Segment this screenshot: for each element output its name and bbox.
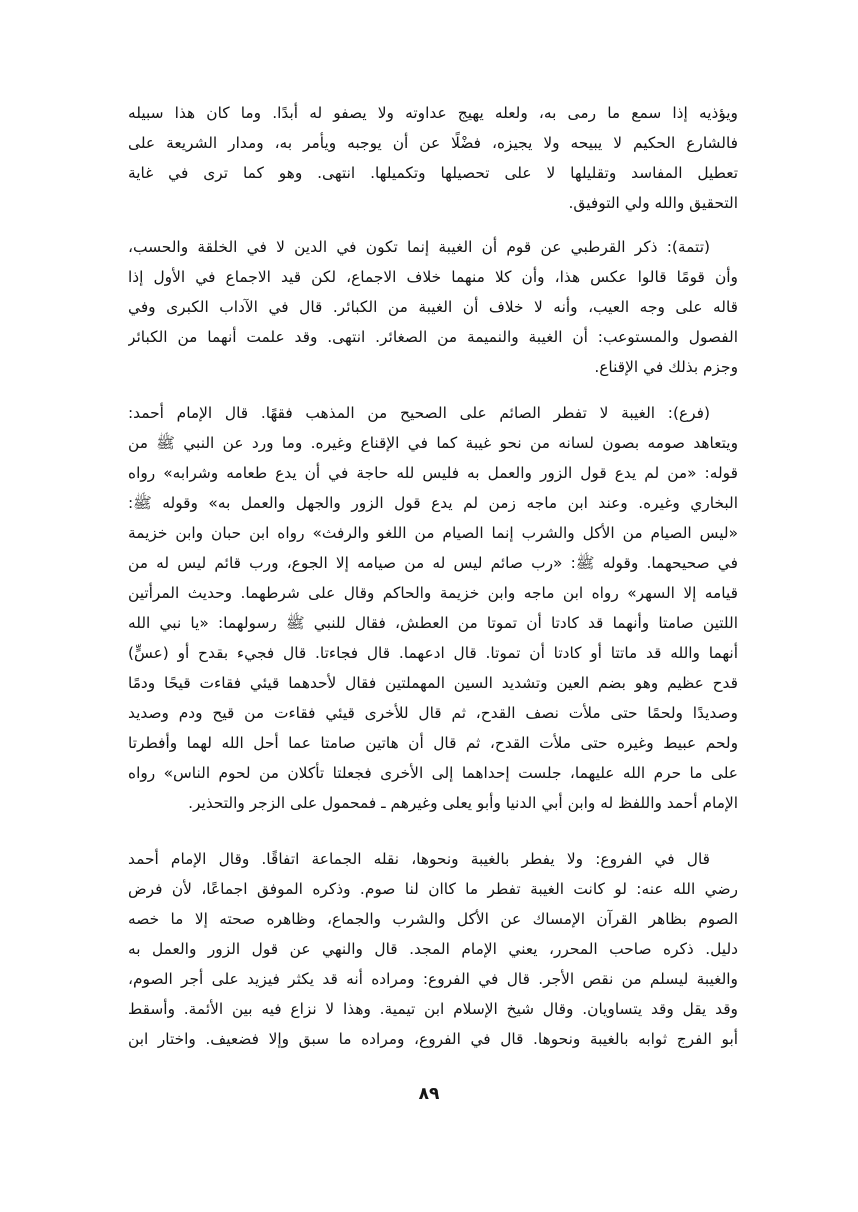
text-line: وصديدًا ولحمًا حتى ملأت نصف القدح، ثم قال للأخرى قيئي فقاءت من قيح ودم وصديد [128,704,738,722]
text-line: قيامه إلا السهر» رواه ابن ماجه وابن خزيمة والحاكم وقال على شرطهما. وحديث المرأتين [128,584,738,602]
text-line: وقد يقل وقد يتساويان. وقال شيخ الإسلام ابن تيمية. وهذا لا نزاع فيه بين الأئمة. وأسقط [128,1000,738,1018]
text-line: الفصول والمستوعب: أن الغيبة والنميمة من الصغائر. انتهى. وقد علمت أنهما من الكبائر [128,328,738,346]
paragraph-tatimma [128,232,738,382]
text-line: قدح عظيم وهو بضم العين وتشديد السين المهملتين فقال لأحدهما قيئي فقاءت قيحًا ودمًا [128,674,738,692]
text-line: والغيبة ليسلم من نقص الأجر. قال في الفروع: ومراده أنه قد يكثر فيزيد على أجر الصوم، [128,970,738,988]
text-line: أنهما والله قد ماتتا أو كادتا أن تموتا. قال ادعهما. قال فجاءتا. قال فجيء بقدح أو (عسٍّ) [128,644,738,662]
text-line: تعطيل المفاسد وتقليلها لا على تحصيلها وتكميلها. انتهى. وهو كما ترى في غاية [128,164,738,182]
text-line: قوله: «من لم يدع قول الزور والعمل به فليس لله حاجة في أن يدع طعامه وشرابه» رواه [128,464,738,482]
text-line: دليل. ذكره صاحب المحرر، يعني الإمام المجد. قال والنهي عن قول الزور والعمل به [128,940,738,958]
text-line: قال في الفروع: ولا يفطر بالغيبة ونحوها، نقله الجماعة اتفاقًا. وقال الإمام أحمد [128,850,710,868]
text-line: وأن قومًا قالوا عكس هذا، وأن كلا منهما خلاف الاجماع، لكن قيد الاجماع في الأول إذا [128,268,738,286]
text-line: على ما حرم الله عليهما، جلست إحداهما إلى الأخرى فجعلتا تأكلان من لحوم الناس» رواه [128,764,738,782]
text-line: «ليس الصيام من الأكل والشرب إنما الصيام من اللغو والرفث» رواه ابن حبان وابن خزيمة [128,524,738,542]
text-line: وجزم بذلك في الإقناع. [594,358,738,376]
text-line: الصوم بظاهر القرآن الإمساك عن الأكل والشرب والجماع، وظاهره صحته إلا ما خصه [128,910,738,928]
text-line: البخاري وغيره. وعند ابن ماجه زمن لم يدع قول الزور والجهل والعمل به» وقوله ﷺ: [128,494,738,512]
text-line: ويتعاهد صومه بصون لسانه من نحو غيبة كما في الإقناع وغيره. وما ورد عن النبي ﷺ من [128,434,738,452]
paragraph-1 [128,98,738,218]
text-line: التحقيق والله ولي التوفيق. [568,194,738,212]
text-line: في صحيحهما. وقوله ﷺ: «رب صائم ليس له من صيامه إلا الجوع، ورب قائم ليس له من [128,554,738,572]
text-line: (فرع): الغيبة لا تفطر الصائم على الصحيح من المذهب فقهًا. قال الإمام أحمد: [128,404,710,422]
text-line: أبو الفرج ثوابه بالغيبة ونحوها. قال في الفروع، ومراده ما سبق وإلا فضعيف. واختار ابن [128,1030,738,1048]
text-line: ويؤذيه إذا سمع ما رمى به، ولعله يهيج عداوته ولا يصفو له أبدًا. وما كان هذا سبيله [128,104,738,122]
text-line: فالشارع الحكيم لا يبيحه ولا يجيزه، فضْلًا عن أن يوجبه ويأمر به، ومدار الشريعة على [128,134,738,152]
text-line: ولحم عبيط وغيره حتى ملأت القدح، ثم قال أن هاتين صامتا عما أحل الله لهما وأفطرتا [128,734,738,752]
text-line: قاله على وجه العيب، وأنه لا خلاف أن الغيبة من الكبائر. قال في الآداب الكبرى وفي [128,298,738,316]
text-line: اللتين صامتا وأنهما قد كادتا أن تموتا من العطش، فقال للنبي ﷺ رسولهما: «يا نبي الله [128,614,738,632]
text-line: الإمام أحمد واللفظ له وابن أبي الدنيا وأبو يعلى وغيرهم ـ فمحمول على الزجر والتحذير. [188,794,738,812]
text-line: (تتمة): ذكر القرطبي عن قوم أن الغيبة إنما تكون في الدين لا في الخلقة والحسب، [128,238,710,256]
text-line: رضي الله عنه: لو كانت الغيبة تفطر ما كاان لنا صوم. وذكره الموفق اجماعًا، لأن فرض [128,880,738,898]
paragraph-far [128,398,738,818]
paragraph-furu [128,844,738,1054]
page-number: ٨٩ [418,1084,440,1104]
